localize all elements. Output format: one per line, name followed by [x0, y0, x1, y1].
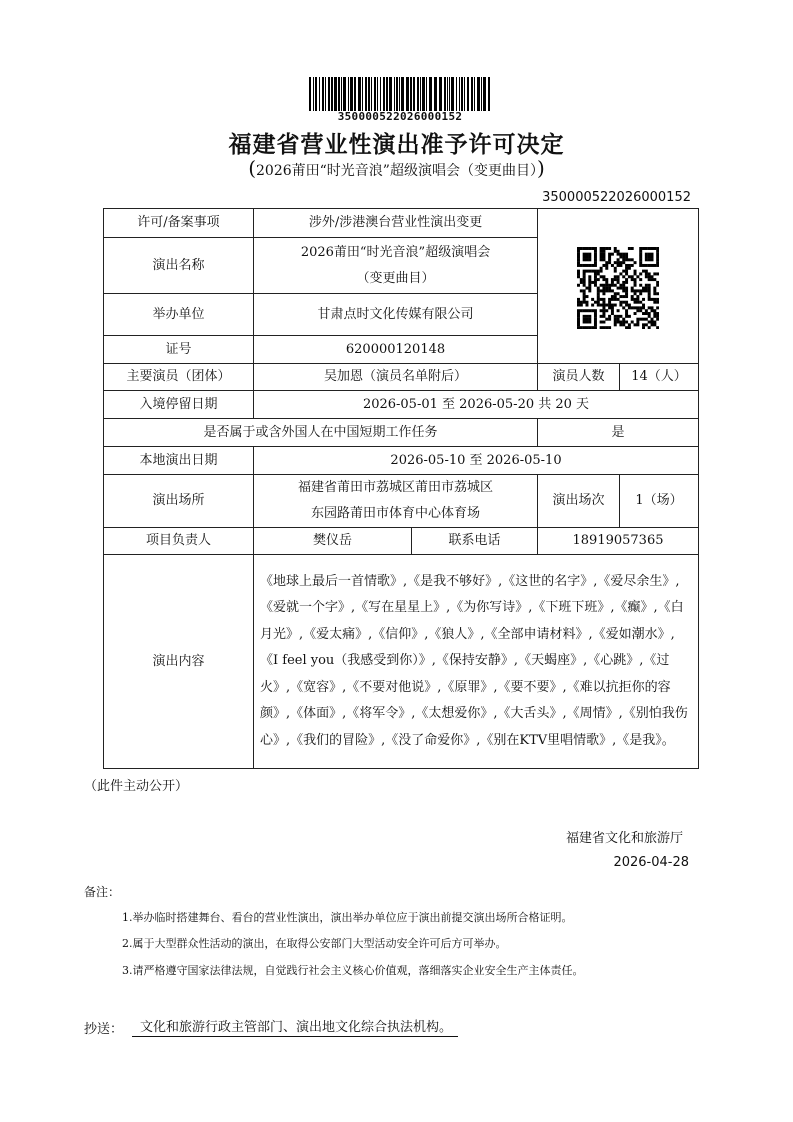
cell-value-phone: 18919057365 — [538, 528, 699, 555]
cell-label-performer-count: 演员人数 — [538, 364, 620, 391]
cc-recipients: 文化和旅游行政主管部门、演出地文化综合执法机构。 — [132, 1016, 458, 1037]
row-permit-item — [104, 209, 699, 238]
cell-label-organizer: 举办单位 — [104, 294, 254, 336]
cell-value-organizer: 甘肃点时文化传媒有限公司 — [254, 294, 538, 336]
issuer-name: 福建省文化和旅游厅 — [565, 831, 683, 846]
cell-label-foreign-work: 是否属于或含外国人在中国短期工作任务 — [104, 419, 538, 447]
cell-value-content: 《地球上最后一首情歌》,《是我不够好》,《这世的名字》,《爱尽余生》,《爱就一个字》,《写在星星上》,《为你写诗》,《下班下班》,《癫》,《白月光》,《爱太痛》,《信仰》,《狼人》,《全部申请材料》,《爱如潮水》,《I feel you（我感受到你）》,《保持安静》,《天蝎座》,《心跳》,《过火》,《宽容》,《不要对他说》,《原罪》,《要不要》,《难以抗拒你的容颜》,《体面》,《将军令》,《太想爱你》,《大舌头》,《周情》,《别怕我伤心》,《我们的冒险》,《没了命爱你》,《别在KTV里唱情歌》,《是我》。 — [254, 555, 699, 769]
cell-value-performer-count: 14（人） — [620, 364, 699, 391]
remark-item: 2.属于大型群众性活动的演出，在取得公安部门大型活动安全许可后方可举办。 — [122, 937, 507, 950]
barcode-number: 350000522026000152 — [337, 110, 463, 123]
cell-value-permit-item: 涉外/涉港澳台营业性演出变更 — [254, 209, 538, 238]
cell-label-content: 演出内容 — [104, 555, 254, 769]
cell-label-main-performer: 主要演员（团体） — [104, 364, 254, 391]
document-title: 福建省营业性演出准予许可决定 — [228, 132, 565, 158]
row-manager — [104, 528, 699, 555]
document-subtitle: (2026莆田“时光音浪”超级演唱会（变更曲目）) — [248, 156, 545, 180]
cell-label-venue: 演出场所 — [104, 475, 254, 528]
qr-code-cell — [538, 209, 699, 364]
cell-label-sessions: 演出场次 — [538, 475, 620, 528]
issue-date: 2026-04-28 — [613, 855, 689, 870]
cc-label: 抄送： — [84, 1022, 124, 1037]
cell-value-main-performer: 吴加恩（演员名单附后） — [254, 364, 538, 391]
cell-value-manager: 樊仪岳 — [254, 528, 412, 555]
row-local-dates — [104, 447, 699, 475]
row-venue — [104, 475, 699, 528]
row-content — [104, 555, 699, 769]
venue-line1: 福建省莆田市荔城区莆田市荔城区 — [298, 480, 494, 495]
qr-code-image — [577, 247, 659, 329]
public-note: （此件主动公开） — [84, 779, 189, 794]
cell-label-local-dates: 本地演出日期 — [104, 447, 254, 475]
show-name-line1: 2026莆田“时光音浪”超级演唱会 — [300, 244, 491, 260]
show-name-line2: （变更曲目） — [356, 270, 435, 286]
cell-value-sessions: 1（场） — [620, 475, 699, 528]
cell-label-license-no: 证号 — [104, 336, 254, 364]
permit-table — [103, 208, 699, 769]
cell-label-stay-dates: 入境停留日期 — [104, 391, 254, 419]
row-foreign-work — [104, 419, 699, 447]
cell-value-venue — [254, 475, 538, 528]
cell-label-permit-item: 许可/备案事项 — [104, 209, 254, 238]
remark-item: 1.举办临时搭建舞台、看台的营业性演出，演出举办单位应于演出前提交演出场所合格证明。 — [122, 911, 573, 924]
cell-value-license-no: 620000120148 — [254, 336, 538, 364]
subtitle-text: 2026莆田“时光音浪”超级演唱会（变更曲目） — [256, 163, 537, 179]
row-main-performer — [104, 364, 699, 391]
remark-item: 3.请严格遵守国家法律法规，自觉践行社会主义核心价值观，落细落实企业安全生产主体责任。 — [122, 964, 584, 977]
cell-value-local-dates: 2026-05-10 至 2026-05-10 — [254, 447, 699, 475]
cell-value-stay-dates: 2026-05-01 至 2026-05-20 共 20 天 — [254, 391, 699, 419]
barcode-image — [307, 77, 493, 111]
document-number: 350000522026000152 — [542, 190, 691, 205]
cell-label-manager: 项目负责人 — [104, 528, 254, 555]
venue-line2: 东园路莆田市体育中心体育场 — [311, 506, 481, 521]
cell-value-foreign-work: 是 — [538, 419, 699, 447]
cell-label-phone: 联系电话 — [412, 528, 538, 555]
row-stay-dates — [104, 391, 699, 419]
cell-value-show-name — [254, 238, 538, 294]
cell-label-show-name: 演出名称 — [104, 238, 254, 294]
remarks-title: 备注： — [84, 885, 121, 899]
